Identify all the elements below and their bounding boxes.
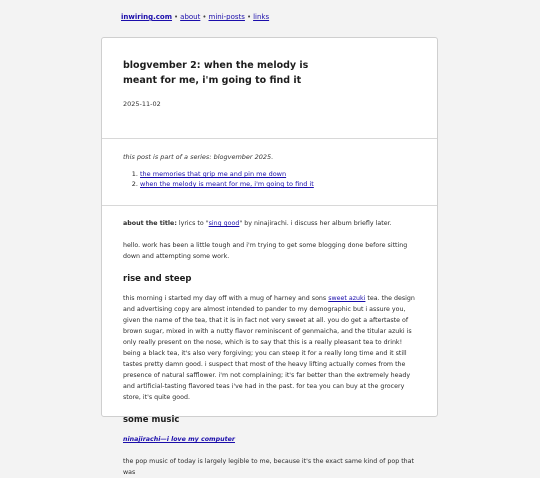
nav-about-link[interactable]: about	[180, 13, 201, 21]
series-link-1[interactable]: the memories that grip me and pin me down	[140, 170, 287, 178]
song-paragraph	[123, 434, 416, 445]
post-content	[102, 206, 437, 478]
post-title-line2: meant for me, i'm going to find it	[123, 75, 302, 86]
about-label: about the title:	[123, 220, 177, 227]
top-nav	[121, 13, 269, 21]
series-box	[102, 139, 437, 206]
post-card	[101, 37, 438, 476]
tea-text-pre: this morning i started my day off with a mug of harney and sons	[123, 295, 329, 302]
nav-separator: •	[246, 13, 252, 21]
tea-text-post: tea. the design and advertising copy are almost intended to pander to my demographic but i assure you, given the name of the tea, that it is in fact not very sweet at all. you do get a aftertaste of brown sugar, mixed in with a nutty flavor reminiscent of genmaicha, and the titular azuki is only really present on the nose, which is to say that this is a really pleasant tea to drink! being a black tea, it's also very forgiving; you can steep it for a really long time and it still tastes pretty damn good. i suspect that most of the heavy lifting actually comes from the presence of natural safflower. i'm not complaining; it's far better than the extremely heady and artificial-tasting flavored teas i've had in the past. for tea you can buy at the grocery store, it's quite good.	[123, 295, 415, 401]
about-text-pre: lyrics to "	[176, 220, 209, 227]
intro-paragraph: hello. work has been a little tough and i'm trying to get some blogging done before sitting down and attempting some work.	[123, 242, 408, 260]
series-item	[140, 179, 416, 189]
series-list	[123, 169, 416, 189]
post-header	[102, 38, 437, 139]
sing-good-link[interactable]: sing good	[208, 220, 240, 227]
section-heading-some-music: some music	[123, 415, 180, 425]
nav-separator: •	[202, 13, 207, 21]
nav-miniposts-link[interactable]: mini-posts	[208, 13, 245, 21]
section-heading-rise-and-steep: rise and steep	[123, 274, 192, 284]
series-item	[140, 169, 416, 179]
post-date: 2025-11-02	[123, 100, 161, 108]
post-title	[123, 58, 416, 88]
series-link-2[interactable]: when the melody is meant for me, i'm going to find it	[140, 180, 314, 188]
tea-paragraph	[123, 293, 416, 403]
sweet-azuki-link[interactable]: sweet azuki	[328, 295, 366, 302]
music-paragraph: the pop music of today is largely legible to me, because it's the exact same kind of pop that was	[123, 458, 415, 476]
song-link[interactable]: ninajirachi—i love my computer	[123, 436, 235, 443]
post-title-line1: blogvember 2: when the melody is	[123, 60, 309, 71]
nav-separator: •	[174, 13, 179, 21]
site-brand-link[interactable]: inwiring.com	[121, 13, 173, 21]
about-text-post: " by ninajirachi. i discuss her album briefly later.	[239, 220, 392, 227]
nav-links-link[interactable]: links	[253, 13, 270, 21]
series-note: this post is part of a series: blogvember 2025.	[123, 153, 274, 161]
about-title-paragraph	[123, 218, 416, 229]
